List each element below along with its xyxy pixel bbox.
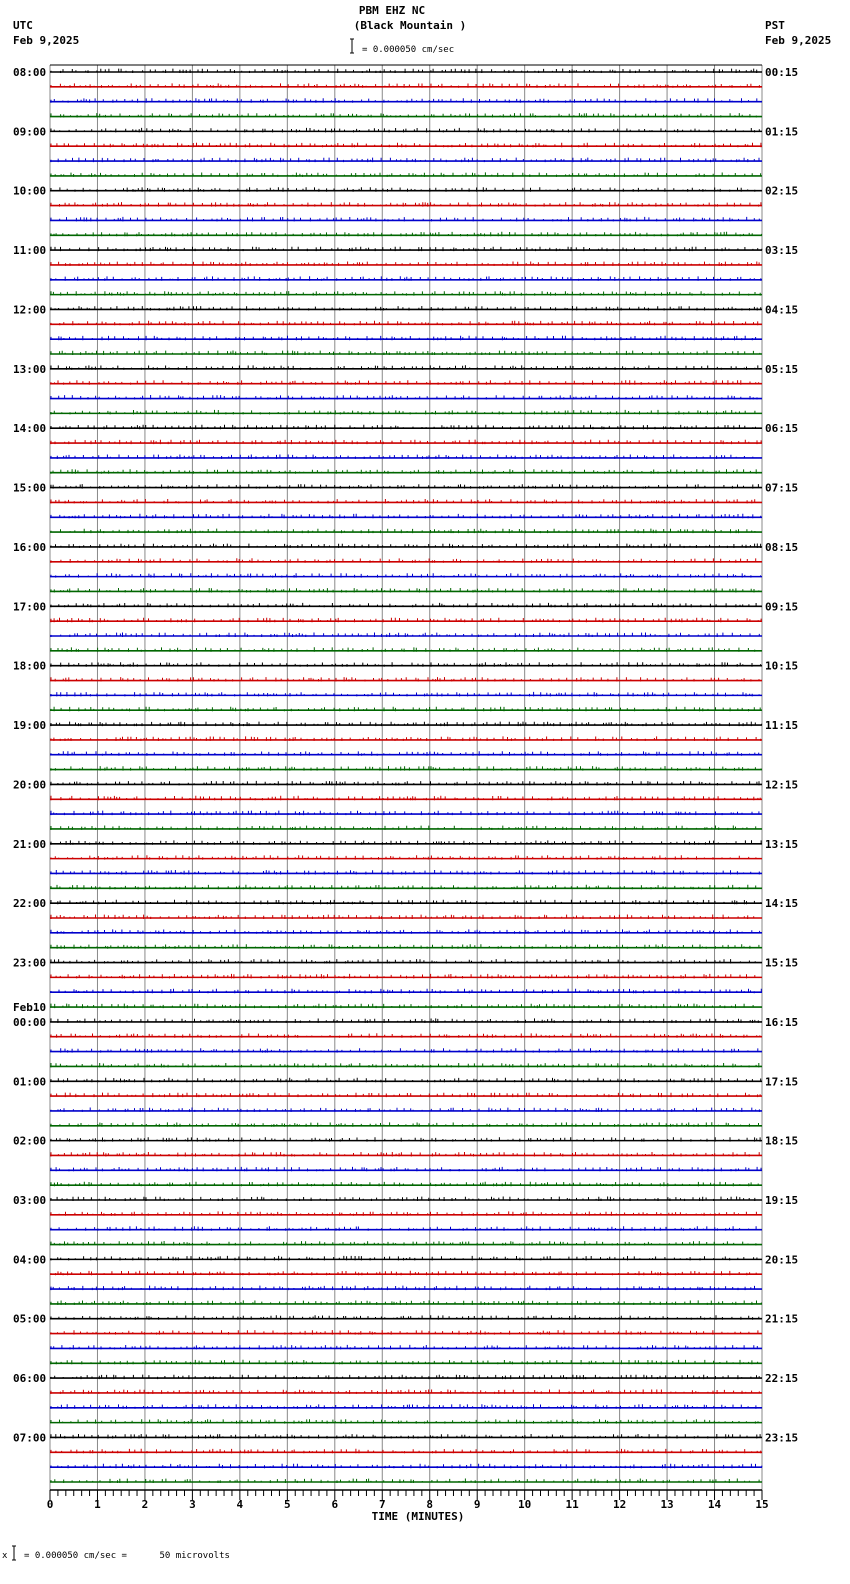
pst-hour-label: 21:15	[765, 1312, 799, 1326]
utc-hour-label: 13:00	[13, 362, 47, 376]
footer-scale-bar-icon	[12, 1546, 16, 1560]
x-tick-label: 3	[189, 1498, 196, 1511]
footer-scale-label: = 0.000050 cm/sec = 50 microvolts	[24, 1551, 230, 1561]
pst-hour-label: 15:15	[765, 956, 799, 970]
right-date: Feb 9,2025	[765, 34, 832, 47]
utc-hour-label: 12:00	[13, 303, 47, 317]
utc-hour-label: 08:00	[13, 66, 47, 79]
traces	[50, 69, 762, 1483]
pst-hour-label: 20:15	[765, 1253, 799, 1267]
x-tick-label: 5	[284, 1498, 291, 1511]
pst-hour-label: 17:15	[765, 1075, 799, 1089]
left-date: Feb 9,2025	[13, 34, 80, 47]
pst-hour-label: 22:15	[765, 1372, 799, 1386]
footer-marker: x	[2, 1551, 8, 1561]
x-tick-label: 9	[473, 1498, 481, 1511]
utc-hour-label: 00:00	[13, 1015, 47, 1029]
right-timezone: PST	[765, 19, 785, 32]
utc-hour-label: 06:00	[13, 1372, 47, 1386]
x-axis-label: TIME (MINUTES)	[371, 1510, 465, 1523]
utc-hour-label: 05:00	[13, 1312, 47, 1326]
utc-hour-label: 15:00	[13, 481, 47, 495]
day-change-label: Feb10	[13, 1000, 47, 1014]
pst-hour-label: 18:15	[765, 1134, 799, 1148]
pst-hour-label: 11:15	[765, 719, 799, 733]
pst-hour-label: 23:15	[765, 1431, 799, 1445]
minute-grid	[50, 65, 762, 1490]
pst-hour-label: 14:15	[765, 897, 799, 911]
utc-hour-label: 21:00	[13, 837, 47, 851]
pst-hour-label: 01:15	[765, 125, 799, 139]
pst-hour-label: 04:15	[765, 303, 799, 317]
x-tick-label: 12	[612, 1498, 627, 1511]
x-tick-label: 10	[518, 1498, 532, 1511]
left-timezone: UTC	[13, 19, 33, 32]
pst-hour-label: 13:15	[765, 837, 799, 851]
x-tick-label: 4	[236, 1498, 244, 1511]
pst-hour-label: 02:15	[765, 184, 799, 198]
utc-hour-label: 14:00	[13, 422, 47, 436]
pst-hour-label: 06:15	[765, 422, 799, 436]
x-tick-label: 14	[707, 1498, 722, 1511]
x-tick-label: 11	[565, 1498, 579, 1511]
utc-hour-label: 22:00	[13, 897, 47, 911]
pst-hour-label: 10:15	[765, 659, 799, 673]
scale-label: = 0.000050 cm/sec	[362, 45, 455, 55]
utc-hour-label: 19:00	[13, 719, 47, 733]
utc-hour-label: 07:00	[13, 1431, 47, 1445]
station-title: PBM EHZ NC	[358, 4, 426, 17]
pst-hour-label: 05:15	[765, 362, 799, 376]
x-tick-label: 2	[141, 1498, 149, 1511]
pst-hour-label: 19:15	[765, 1194, 799, 1207]
x-tick-label: 1	[94, 1498, 101, 1511]
utc-hour-label: 17:00	[13, 600, 47, 614]
utc-hour-label: 20:00	[13, 778, 47, 792]
utc-hour-label: 04:00	[13, 1253, 47, 1267]
pst-hour-label: 00:15	[765, 66, 799, 79]
scale-bar-icon	[350, 39, 354, 53]
time-axis	[47, 1490, 769, 1511]
x-tick-label: 13	[660, 1498, 674, 1511]
x-tick-label: 0	[46, 1498, 54, 1511]
x-tick-label: 8	[426, 1498, 434, 1511]
pst-hour-label: 08:15	[765, 540, 799, 554]
station-name: (Black Mountain )	[353, 19, 467, 32]
utc-hour-label: 09:00	[13, 125, 47, 139]
pst-hour-label: 03:15	[765, 244, 799, 258]
x-tick-label: 7	[378, 1498, 386, 1511]
pst-hour-label: 09:15	[765, 600, 799, 614]
utc-hour-label: 18:00	[13, 659, 47, 673]
pst-hour-label: 12:15	[765, 778, 799, 792]
utc-hour-label: 23:00	[13, 956, 47, 970]
utc-hour-label: 16:00	[13, 540, 47, 554]
utc-hour-label: 02:00	[13, 1134, 47, 1148]
utc-hour-label: 11:00	[13, 244, 47, 258]
utc-hour-label: 01:00	[13, 1075, 47, 1089]
utc-hour-label: 10:00	[13, 184, 47, 198]
pst-hour-label: 07:15	[765, 481, 799, 495]
pst-hour-label: 16:15	[765, 1015, 799, 1029]
x-tick-label: 15	[755, 1498, 769, 1511]
utc-hour-label: 03:00	[13, 1194, 47, 1207]
x-tick-label: 6	[331, 1498, 339, 1511]
